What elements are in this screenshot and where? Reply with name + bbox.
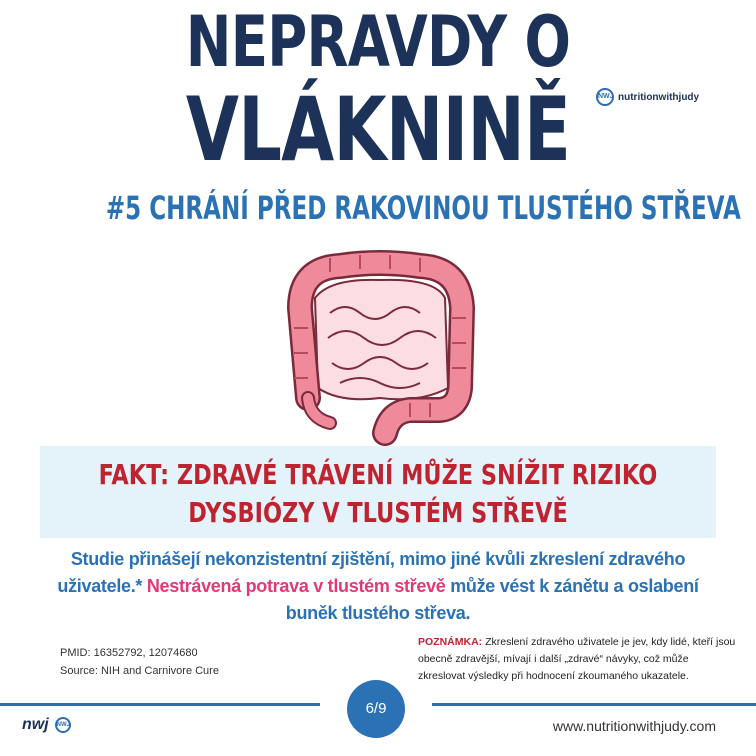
body-highlight: Nestrávená potrava v tlustém střevě: [146, 576, 446, 596]
nwj-logo-text: nwj: [22, 716, 49, 733]
fact-line-1: FAKT: ZDRAVÉ TRÁVENÍ MŮŽE SNÍŽIT RIZIKO: [98, 458, 658, 491]
footer-logo[interactable]: [22, 716, 71, 734]
footer-divider-left: [0, 703, 320, 706]
body-part-1: Studie přinášejí nekonzistentní zjištění, mimo jiné kvůli zkreslení zdravého uživatele.*: [57, 549, 686, 596]
page-indicator: 6/9: [347, 680, 405, 738]
fact-line-2: DYSBIÓZY V TLUSTÉM STŘEVĚ: [188, 496, 568, 529]
footer-divider-right: [432, 703, 756, 706]
brand-badge-icon: NWJ: [596, 88, 614, 106]
title-line-1: NEPRAVDY O: [185, 1, 571, 83]
colon-intestine-icon: [270, 238, 490, 448]
sources: [60, 644, 219, 680]
source-text: Source: NIH and Carnivore Cure: [60, 665, 219, 677]
title-line-2: VLÁKNINĚ: [185, 78, 571, 181]
brand-logo[interactable]: [596, 88, 699, 106]
brand-name: nutritionwithjudy: [618, 91, 700, 103]
pmid-text: PMID: 16352792, 12074680: [60, 647, 198, 659]
body-part-2: může vést k zánětu a oslabení buněk tlustého střeva.: [285, 576, 699, 623]
nwj-badge-icon: NWJ: [55, 717, 71, 733]
website-url[interactable]: www.nutritionwithjudy.com: [552, 718, 716, 734]
note-label: POZNÁMKA:: [418, 636, 483, 648]
note-text: Zkreslení zdravého uživatele je jev, kdy lidé, kteří jsou obecně zdravější, mívají i další „zdravé“ návyky, což může zkreslovat výsledky při hodnocení zkoumaného ukazatele.: [418, 636, 736, 682]
body-text: [48, 546, 708, 627]
note: [418, 634, 738, 685]
subtitle: #5 CHRÁNÍ PŘED RAKOVINOU TLUSTÉHO STŘEVA: [105, 189, 741, 227]
